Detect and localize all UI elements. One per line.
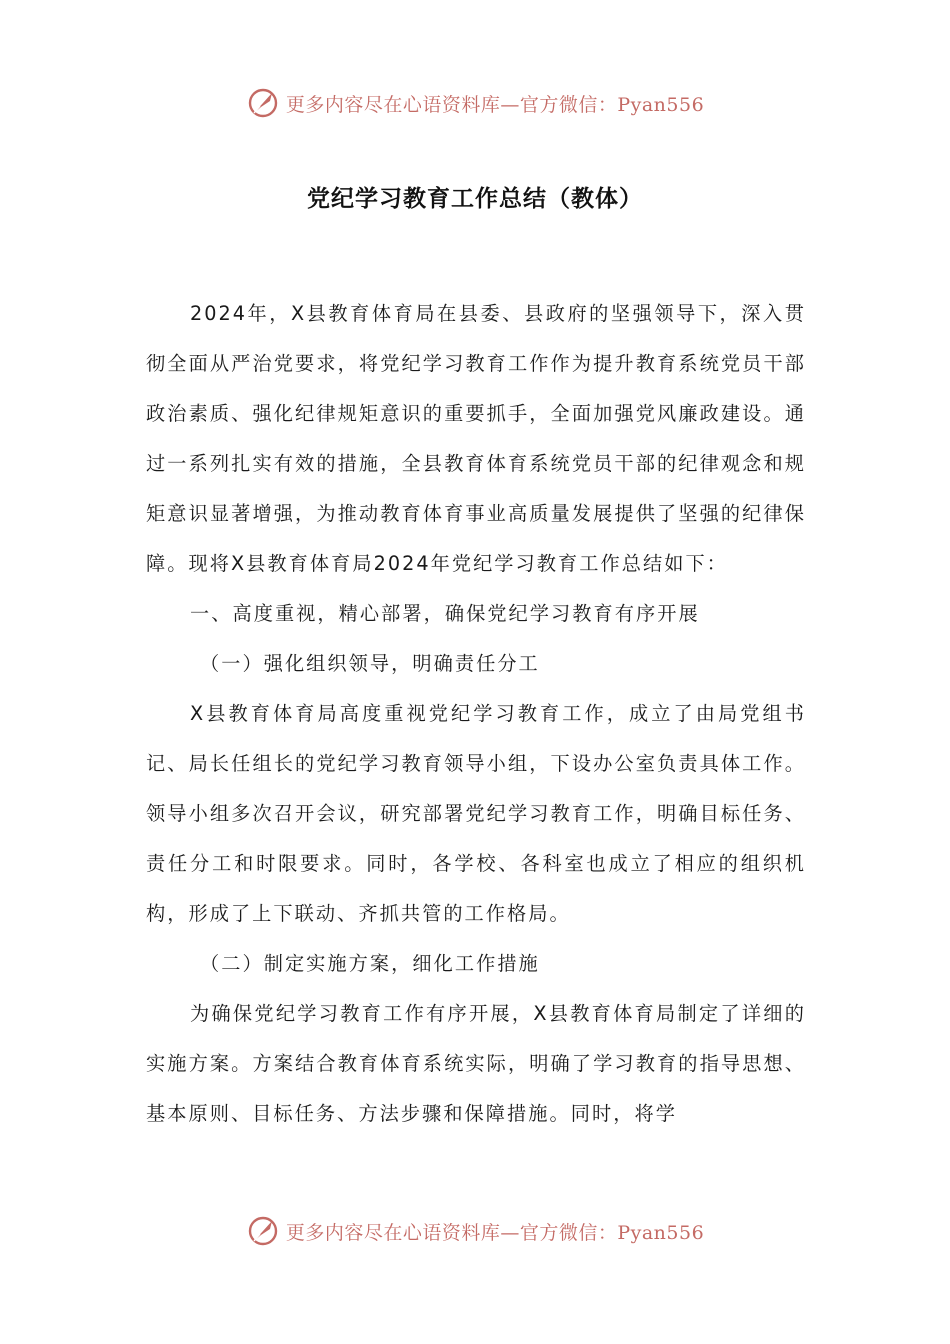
quill-logo-icon <box>246 1214 280 1248</box>
subsection-heading-2: （二）制定实施方案，细化工作措施 <box>200 952 540 975</box>
subsection-heading-1: （一）强化组织领导，明确责任分工 <box>200 652 540 675</box>
footer-banner-text: 更多内容尽在心语资料库—官方微信：Pyan556 <box>285 1221 705 1244</box>
section-heading-1: 一、高度重视，精心部署，确保党纪学习教育有序开展 <box>190 602 700 625</box>
quill-logo-icon <box>246 86 280 120</box>
footer-banner <box>0 1211 950 1251</box>
header-banner <box>0 83 950 123</box>
header-banner-text: 更多内容尽在心语资料库—官方微信：Pyan556 <box>285 93 705 116</box>
document-title: 党纪学习教育工作总结（教体） <box>307 185 643 212</box>
body-paragraph-1: X县教育体育局高度重视党纪学习教育工作，成立了由局党组书记、局长任组长的党纪学习教育领导小组，下设办公室负责具体工作。领导小组多次召开会议，研究部署党纪学习教育工作，明确目标任务、责任分工和时限要求。同时，各学校、各科室也成立了相应的组织机构，形成了上下联动、齐抓共管的工作格局。 <box>146 702 806 925</box>
intro-paragraph: 2024年，X县教育体育局在县委、县政府的坚强领导下，深入贯彻全面从严治党要求，将党纪学习教育工作作为提升教育系统党员干部政治素质、强化纪律规矩意识的重要抓手，全面加强党风廉政建设。通过一系列扎实有效的措施，全县教育体育系统党员干部的纪律观念和规矩意识显著增强，为推动教育体育事业高质量发展提供了坚强的纪律保障。现将X县教育体育局2024年党纪学习教育工作总结如下： <box>146 302 806 575</box>
body-paragraph-2: 为确保党纪学习教育工作有序开展，X县教育体育局制定了详细的实施方案。方案结合教育体育系统实际，明确了学习教育的指导思想、基本原则、目标任务、方法步骤和保障措施。同时，将学 <box>146 1002 806 1125</box>
document-body <box>146 289 806 1139</box>
